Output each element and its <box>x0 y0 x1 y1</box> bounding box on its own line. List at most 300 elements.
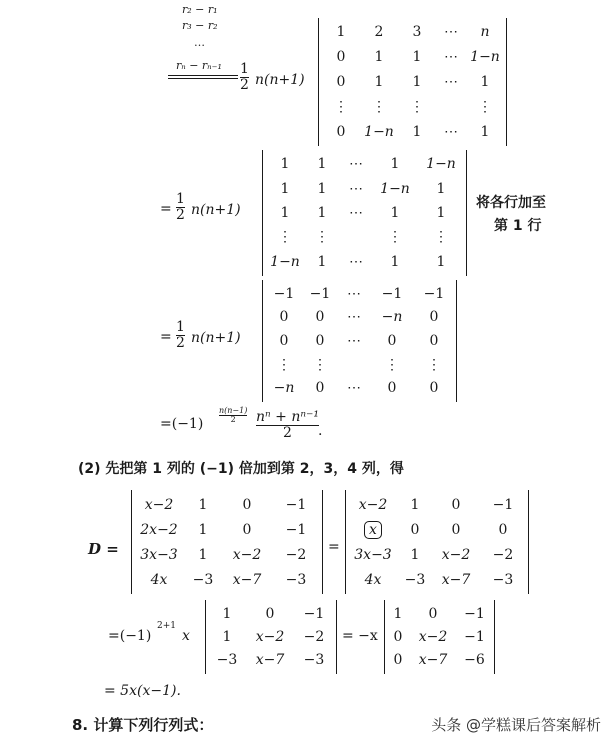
matrix-cell <box>387 602 409 625</box>
coef-den: 2 <box>176 206 185 223</box>
cell-text: ⋯ <box>347 332 361 349</box>
cell-text: −3 <box>404 571 426 588</box>
cell-text: −1 <box>464 605 485 622</box>
cell-text: 2 <box>374 24 384 41</box>
coef-fraction-1 <box>240 62 249 92</box>
matrix-cell <box>466 20 504 45</box>
cell-text: −2 <box>303 628 325 645</box>
cell-text: 0 <box>387 380 397 397</box>
matrix-cell <box>418 152 464 176</box>
cell-text: 0 <box>498 521 508 538</box>
result-fraction <box>256 410 319 440</box>
cell-text: x−2 <box>255 628 285 645</box>
matrix-cell <box>372 176 418 200</box>
cell-text: 1 <box>198 546 208 563</box>
cell-text: 1 <box>436 180 446 197</box>
cell-text: −3 <box>303 652 325 669</box>
matrix-cell <box>134 542 184 567</box>
matrix-cell <box>340 250 372 274</box>
matrix-cell <box>272 567 320 592</box>
matrix-cell <box>418 201 464 225</box>
matrix-cell <box>418 250 464 274</box>
cell-text: ⋯ <box>349 253 363 270</box>
matrix-cell <box>338 282 370 306</box>
matrix-cell <box>338 329 370 353</box>
matrix-cell <box>360 45 398 70</box>
cell-text: 1−n <box>426 156 456 173</box>
cell-text: 1 <box>390 156 400 173</box>
matrix-cell <box>266 329 302 353</box>
cell-text: x−2 <box>144 496 174 513</box>
cell-text: 1 <box>436 204 446 221</box>
matrix-cell <box>266 250 304 274</box>
cell-text: 1 <box>280 156 290 173</box>
matrix-cell <box>266 282 302 306</box>
cell-text: −1 <box>492 496 514 513</box>
part2-heading: (2) 先把第 1 列的 (−1) 倍加到第 2，3，4 列，得 <box>78 461 404 477</box>
matrix-cell <box>466 94 504 119</box>
cell-text: 1 <box>390 253 400 270</box>
matrix-cell <box>338 376 370 400</box>
matrix-cell <box>398 567 432 592</box>
matrix-cell <box>304 152 340 176</box>
matrix-cell <box>266 353 302 377</box>
det-bar-right <box>456 280 457 402</box>
matrix-cell <box>302 282 338 306</box>
result-prefix: =(−1) <box>160 416 204 432</box>
cell-text: 1 <box>317 253 327 270</box>
matrix-cell <box>398 45 436 70</box>
det-bar-left <box>205 600 206 674</box>
cell-text: 0 <box>336 49 346 66</box>
matrix-cell <box>246 602 294 625</box>
matrix-cell <box>414 282 454 306</box>
cell-text: 1 <box>198 496 208 513</box>
matrix-cell <box>360 94 398 119</box>
matrix-cell <box>184 492 222 517</box>
matrix-cell <box>372 152 418 176</box>
matrix-cell <box>246 649 294 672</box>
matrix-cell <box>480 517 526 542</box>
cell-text: ⋯ <box>349 156 363 173</box>
cell-text: ⋯ <box>444 123 458 140</box>
cell-text: ⋮ <box>478 98 492 115</box>
matrix-4-left <box>134 492 320 592</box>
matrix-cell <box>322 20 360 45</box>
coef-tail-1: n(n+1) <box>255 72 305 88</box>
cell-text: 0 <box>315 332 325 349</box>
result-period: . <box>318 423 323 439</box>
matrix-2 <box>266 152 464 274</box>
cell-text: 4x <box>364 571 382 588</box>
cell-text: ⋮ <box>278 229 292 246</box>
cell-text: x−2 <box>441 546 471 563</box>
det3-x: x <box>182 628 190 644</box>
cell-text: 1 <box>336 24 346 41</box>
cell-text: 1−n <box>364 123 394 140</box>
coef-num: 1 <box>176 319 185 335</box>
matrix-4-right <box>348 492 526 592</box>
cell-text: ⋮ <box>315 229 329 246</box>
matrix-cell <box>302 329 338 353</box>
cell-text: ⋯ <box>444 49 458 66</box>
matrix-cell <box>208 602 246 625</box>
matrix-cell <box>340 201 372 225</box>
cell-text: ⋯ <box>347 309 361 326</box>
cell-text: ⋮ <box>388 229 402 246</box>
matrix-cell <box>360 20 398 45</box>
cell-text: 0 <box>336 73 346 90</box>
matrix-cell <box>432 567 480 592</box>
cell-text: 1 <box>412 123 422 140</box>
det-bar-left <box>262 150 263 276</box>
det-label: D = <box>88 540 119 558</box>
matrix-cell <box>414 306 454 330</box>
matrix-cell <box>348 542 398 567</box>
matrix-cell <box>266 176 304 200</box>
matrix-cell <box>294 602 334 625</box>
matrix-cell <box>272 542 320 567</box>
cell-text: 1 <box>374 73 384 90</box>
coef-num: 1 <box>176 191 185 207</box>
cell-text: 0 <box>242 496 252 513</box>
det-bar-left <box>318 18 319 146</box>
cell-text: 0 <box>393 652 403 669</box>
matrix-cell <box>338 353 370 377</box>
matrix-cell <box>370 353 414 377</box>
cell-text: 3 <box>412 24 422 41</box>
matrix-cell <box>436 94 466 119</box>
matrix-cell <box>184 542 222 567</box>
cell-text: ⋯ <box>444 73 458 90</box>
cell-text: 4x <box>150 571 168 588</box>
cell-text: −n <box>273 380 295 397</box>
cell-text: −1 <box>381 285 403 302</box>
cell-text: ⋮ <box>313 356 327 373</box>
coef-num: 1 <box>240 61 249 77</box>
cell-text: −3 <box>216 652 238 669</box>
matrix-cell <box>418 225 464 249</box>
cell-text: 0 <box>429 380 439 397</box>
cell-text: −1 <box>464 628 485 645</box>
cell-text: ⋮ <box>427 356 441 373</box>
matrix-cell <box>134 517 184 542</box>
cell-text: 1 <box>480 73 490 90</box>
cell-text: 1 <box>317 180 327 197</box>
matrix-cell <box>414 376 454 400</box>
cell-text: 0 <box>279 332 289 349</box>
matrix-cell <box>322 94 360 119</box>
cell-text: x−7 <box>255 652 285 669</box>
cell-text: 3x−3 <box>354 546 392 563</box>
cell-text: 0 <box>315 309 325 326</box>
row-op-1: r₂ − r₁ <box>182 3 218 16</box>
matrix-cell <box>457 602 492 625</box>
matrix-cell <box>414 329 454 353</box>
equals-4: = <box>328 539 340 555</box>
cell-text: 0 <box>279 309 289 326</box>
matrix-cell <box>266 376 302 400</box>
matrix-cell <box>208 625 246 648</box>
cell-text: 0 <box>336 123 346 140</box>
cell-text: 1 <box>410 496 420 513</box>
matrix-cell <box>304 225 340 249</box>
det3-equals: = −x <box>342 628 378 644</box>
cell-text: −n <box>381 309 403 326</box>
matrix-cell <box>246 625 294 648</box>
matrix-cell <box>398 517 432 542</box>
cell-text: 1 <box>436 253 446 270</box>
coef-tail-2: n(n+1) <box>191 202 241 218</box>
cell-text: ⋮ <box>277 356 291 373</box>
row-op-dots: … <box>194 36 205 49</box>
matrix-3x3-left <box>208 602 334 672</box>
matrix-cell <box>222 492 272 517</box>
matrix-cell <box>436 45 466 70</box>
det3-exponent: 2+1 <box>157 621 176 631</box>
matrix-cell <box>302 353 338 377</box>
equals-3: = <box>160 329 172 345</box>
matrix-cell <box>184 517 222 542</box>
matrix-cell <box>398 70 436 95</box>
matrix-cell <box>322 119 360 144</box>
matrix-cell <box>457 649 492 672</box>
cell-text: 1−n <box>270 253 300 270</box>
det-bar-right <box>322 490 323 594</box>
matrix-cell <box>409 602 457 625</box>
cell-text: −1 <box>309 285 331 302</box>
matrix-cell <box>348 492 398 517</box>
matrix-cell <box>338 306 370 330</box>
matrix-cell <box>387 649 409 672</box>
matrix-cell <box>348 517 398 542</box>
det-bar-right <box>336 600 337 674</box>
cell-text: n <box>480 24 490 41</box>
cell-text: 0 <box>429 309 439 326</box>
cell-text: −1 <box>423 285 445 302</box>
matrix-cell <box>222 542 272 567</box>
cell-text: 0 <box>387 332 397 349</box>
matrix-cell <box>340 225 372 249</box>
matrix-cell <box>370 306 414 330</box>
cell-text: 0 <box>265 605 275 622</box>
cell-text: 1 <box>280 180 290 197</box>
matrix-cell <box>266 306 302 330</box>
cell-text: 1 <box>280 204 290 221</box>
det-bar-right <box>466 150 467 276</box>
matrix-cell <box>466 70 504 95</box>
coef-den: 2 <box>240 76 249 93</box>
matrix-3x3-right <box>387 602 492 672</box>
matrix-cell <box>372 250 418 274</box>
cell-text: ⋯ <box>444 24 458 41</box>
cell-text: −3 <box>492 571 514 588</box>
equals-2: = <box>160 201 172 217</box>
matrix-cell <box>372 225 418 249</box>
cell-text: −1 <box>285 521 307 538</box>
cell-text: 1−n <box>470 49 500 66</box>
cell-text: 0 <box>393 628 403 645</box>
cell-text: 1 <box>374 49 384 66</box>
coef-fraction-3 <box>176 320 185 350</box>
cell-text: ⋮ <box>434 229 448 246</box>
exp-num: n(n−1) <box>219 406 248 415</box>
cell-text: 1−n <box>380 180 410 197</box>
cell-text: ⋮ <box>372 98 386 115</box>
coef-tail-3: n(n+1) <box>191 330 241 346</box>
matrix-cell <box>432 517 480 542</box>
matrix-cell <box>360 70 398 95</box>
cell-text: ⋮ <box>334 98 348 115</box>
cell-text: 1 <box>317 204 327 221</box>
cell-text: 2x−2 <box>140 521 178 538</box>
item-8-heading: 8. 计算下列行列式： <box>72 716 214 734</box>
transform-line-top <box>168 75 238 76</box>
coef-den: 2 <box>176 334 185 351</box>
cell-text: −6 <box>464 652 485 669</box>
cell-text: 0 <box>451 521 461 538</box>
cell-text: 1 <box>412 49 422 66</box>
matrix-cell <box>302 376 338 400</box>
matrix-cell <box>340 176 372 200</box>
cell-text: 1 <box>317 156 327 173</box>
cell-text: 1 <box>198 521 208 538</box>
cell-text: −2 <box>285 546 307 563</box>
matrix-cell <box>304 201 340 225</box>
matrix-cell <box>370 329 414 353</box>
matrix-cell <box>436 119 466 144</box>
matrix-cell <box>266 201 304 225</box>
cell-text: −1 <box>285 496 307 513</box>
cell-text: 1 <box>390 204 400 221</box>
matrix-cell <box>387 625 409 648</box>
cell-text: 1 <box>222 628 232 645</box>
det3-prefix: =(−1) <box>108 628 152 644</box>
matrix-cell <box>272 492 320 517</box>
matrix-cell <box>266 152 304 176</box>
det-bar-right <box>494 600 495 674</box>
cell-text: −3 <box>192 571 214 588</box>
matrix-cell <box>432 542 480 567</box>
matrix-1 <box>322 20 504 144</box>
matrix-cell <box>340 152 372 176</box>
matrix-cell <box>134 492 184 517</box>
cell-text: x−7 <box>441 571 471 588</box>
matrix-cell <box>418 176 464 200</box>
cell-text: 1 <box>222 605 232 622</box>
matrix-cell <box>370 376 414 400</box>
matrix-cell <box>302 306 338 330</box>
matrix-cell <box>466 45 504 70</box>
det-bar-right <box>506 18 507 146</box>
exp-den: 2 <box>230 415 236 425</box>
cell-text: ⋯ <box>347 380 361 397</box>
matrix-cell <box>184 567 222 592</box>
cell-text: 1 <box>410 546 420 563</box>
det-bar-left <box>384 600 385 674</box>
matrix-cell <box>457 625 492 648</box>
cell-text: x−2 <box>418 628 448 645</box>
det-bar-left <box>262 280 263 402</box>
matrix-cell <box>436 20 466 45</box>
frac-num: nⁿ + nⁿ⁻¹ <box>256 409 320 425</box>
exponent-fraction <box>219 407 247 425</box>
row-op-n: rₙ − rₙ₋₁ <box>176 59 222 72</box>
matrix-cell <box>398 542 432 567</box>
matrix-cell <box>272 517 320 542</box>
matrix-cell <box>322 70 360 95</box>
matrix-cell <box>304 250 340 274</box>
matrix-cell <box>348 567 398 592</box>
matrix-cell <box>372 201 418 225</box>
matrix-cell <box>398 119 436 144</box>
cell-text: −2 <box>492 546 514 563</box>
cell-text: −1 <box>273 285 295 302</box>
matrix-cell <box>414 353 454 377</box>
watermark: 头条 @学糕课后答案解析 <box>431 716 601 734</box>
matrix-cell <box>398 20 436 45</box>
cell-text: 0 <box>315 380 325 397</box>
matrix-cell <box>409 625 457 648</box>
cell-text: x−2 <box>358 496 388 513</box>
matrix-cell <box>294 625 334 648</box>
cell-text: 0 <box>242 521 252 538</box>
cell-text: 0 <box>451 496 461 513</box>
matrix-cell <box>294 649 334 672</box>
matrix-cell <box>360 119 398 144</box>
final-result: = 5x(x−1). <box>104 683 181 699</box>
cell-text: 3x−3 <box>140 546 178 563</box>
cell-text: −1 <box>303 605 325 622</box>
cell-text: ⋮ <box>410 98 424 115</box>
annotation-line-2: 第 1 行 <box>494 218 542 234</box>
matrix-cell <box>322 45 360 70</box>
matrix-3 <box>266 282 454 400</box>
matrix-cell <box>480 492 526 517</box>
transform-line-bottom <box>168 78 238 79</box>
cell-text: x−7 <box>232 571 262 588</box>
cell-text: x−2 <box>232 546 262 563</box>
matrix-cell <box>266 225 304 249</box>
cell-text: 0 <box>429 332 439 349</box>
matrix-cell <box>480 567 526 592</box>
matrix-cell <box>134 567 184 592</box>
cell-text: x <box>364 521 382 539</box>
matrix-cell <box>208 649 246 672</box>
cell-text: ⋮ <box>385 356 399 373</box>
cell-text: ⋯ <box>349 204 363 221</box>
cell-text: x−7 <box>418 652 448 669</box>
cell-text: −3 <box>285 571 307 588</box>
matrix-cell <box>466 119 504 144</box>
det-bar-left <box>345 490 346 594</box>
matrix-cell <box>222 517 272 542</box>
cell-text: 1 <box>393 605 403 622</box>
cell-text: ⋯ <box>349 180 363 197</box>
matrix-cell <box>222 567 272 592</box>
matrix-cell <box>304 176 340 200</box>
cell-text: 1 <box>412 73 422 90</box>
annotation-line-1: 将各行加至 <box>476 195 546 211</box>
row-op-2: r₃ − r₂ <box>182 19 218 32</box>
cell-text: 1 <box>480 123 490 140</box>
cell-text: 0 <box>428 605 438 622</box>
cell-text: 0 <box>410 521 420 538</box>
matrix-cell <box>409 649 457 672</box>
matrix-cell <box>398 94 436 119</box>
matrix-cell <box>370 282 414 306</box>
frac-den: 2 <box>283 424 292 441</box>
